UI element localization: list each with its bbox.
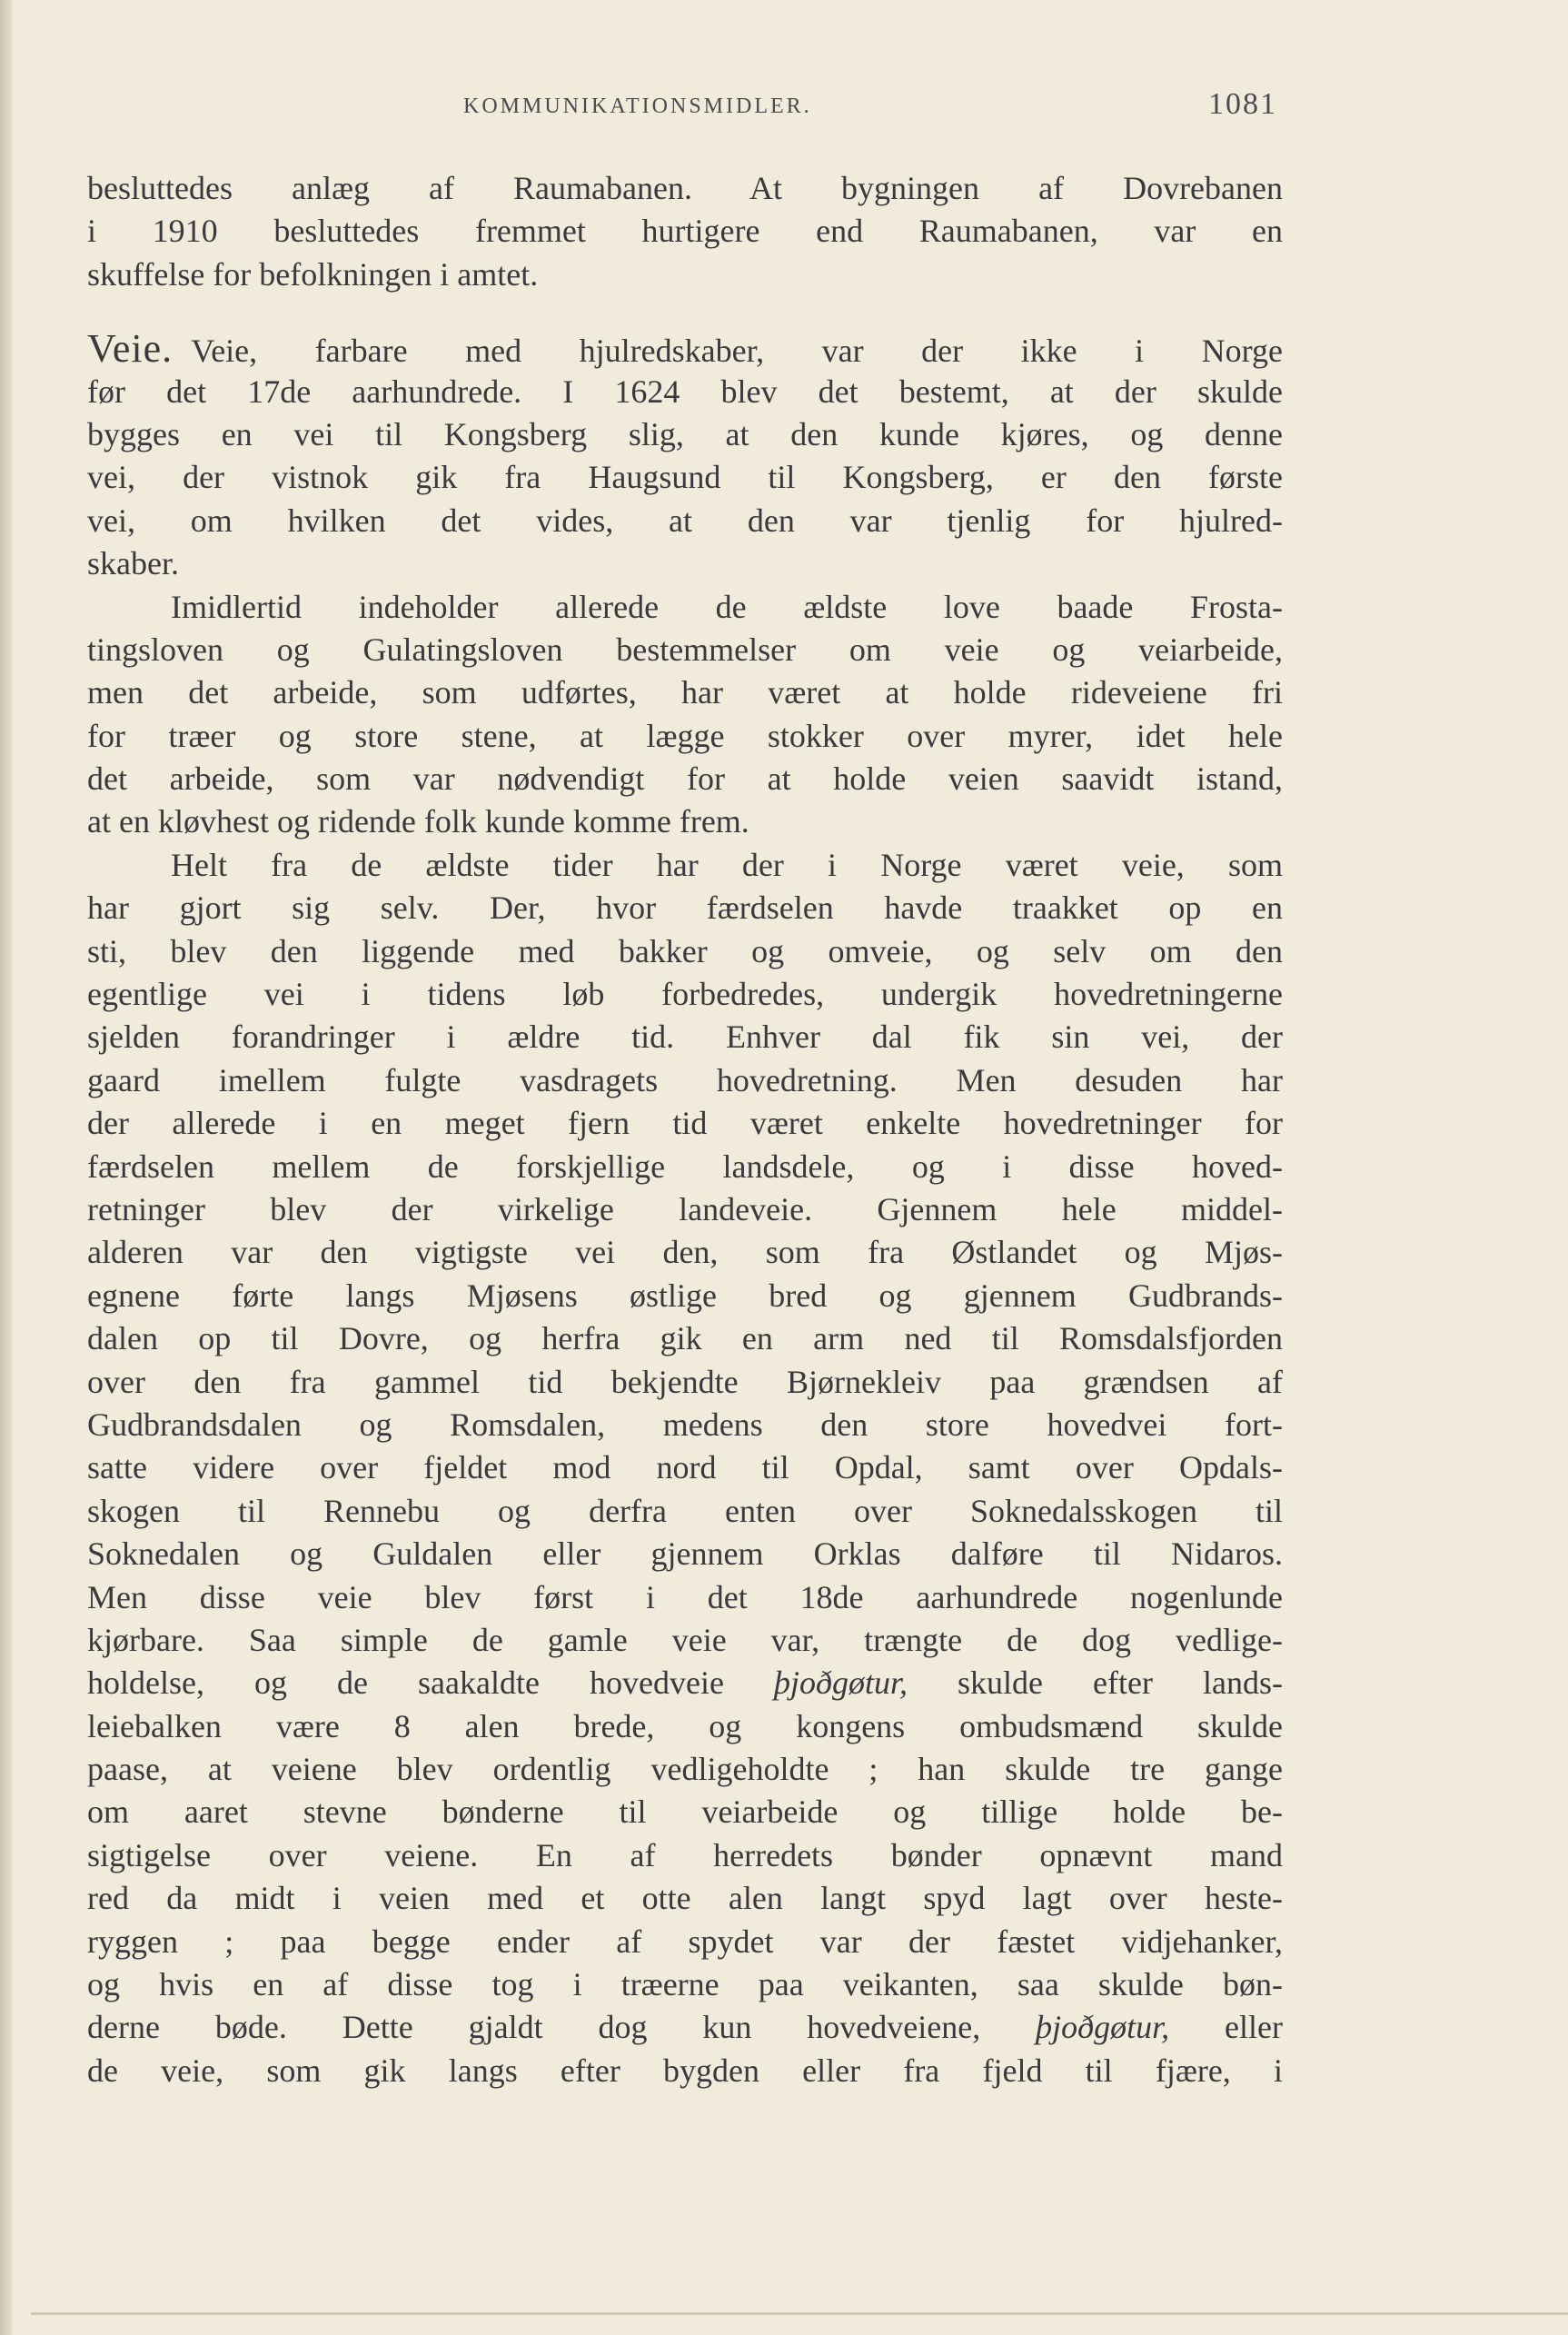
- text-line: alderen var den vigtigste vei den, som fra Østlandet og Mjøs-: [87, 1234, 1283, 1271]
- text-segment: derne bøde. Dette gjaldt dog kun hovedveiene,: [87, 2009, 981, 2046]
- section-gap: [87, 296, 1283, 327]
- text-line: om aaret stevne bønderne til veiarbeide og tillige holde be-: [87, 1793, 1283, 1831]
- section-heading: Veie.: [87, 327, 174, 371]
- text-line-with-term: [87, 2006, 1283, 2049]
- text-line: skaber.: [87, 545, 179, 582]
- text-line: skogen til Rennebu og derfra enten over Soknedalsskogen til: [87, 1492, 1283, 1529]
- text-line: ryggen ; paa begge ender af spydet var der fæstet vidjehanker,: [87, 1923, 1283, 1960]
- text-line: Soknedalen og Guldalen eller gjennem Orklas dalføre til Nidaros.: [87, 1535, 1283, 1573]
- text-line: før det 17de aarhundrede. I 1624 blev det bestemt, at der skulde: [87, 373, 1283, 410]
- section-first-line: [87, 327, 1283, 370]
- text-line: dalen op til Dovre, og herfra gik en arm ned til Romsdalsfjorden: [87, 1320, 1283, 1357]
- old-norse-term: þjoðgøtur,: [1036, 2009, 1170, 2046]
- text-line: skuffelse for befolkningen i amtet.: [87, 255, 539, 293]
- text-line: sigtigelse over veiene. En af herredets bønder opnævnt mand: [87, 1836, 1283, 1873]
- bottom-edge-line: [31, 2312, 1568, 2315]
- text-line: egnene førte langs Mjøsens østlige bred og gjennem Gudbrands-: [87, 1277, 1283, 1314]
- text-line: Men disse veie blev først i det 18de aarhundrede nogenlunde: [87, 1578, 1283, 1615]
- text-line: over den fra gammel tid bekjendte Bjørnekleiv paa grændsen af: [87, 1363, 1283, 1400]
- text-segment: eller: [1225, 2009, 1283, 2046]
- text-line: sti, blev den liggende med bakker og omveie, og selv om den: [87, 932, 1283, 969]
- text-line: har gjort sig selv. Der, hvor færdselen havde traakket op en: [87, 889, 1283, 927]
- text-line: i 1910 besluttedes fremmet hurtigere end Raumabanen, var en: [87, 213, 1283, 250]
- text-line: satte videre over fjeldet mod nord til Opdal, samt over Opdals-: [87, 1449, 1283, 1486]
- old-norse-term: þjoðgøtur,: [773, 1664, 908, 1702]
- text-line: leiebalken være 8 alen brede, og kongens ombudsmænd skulde: [87, 1707, 1283, 1744]
- page-edge: [0, 0, 13, 2335]
- paragraph-first-line: Helt fra de ældste tider har der i Norge været veie, som: [171, 846, 1283, 883]
- text-line: kjørbare. Saa simple de gamle veie var, trængte de dog vedlige-: [87, 1621, 1283, 1658]
- paragraph-first-line: Imidlertid indeholder allerede de ældste love baade Frosta-: [171, 588, 1283, 625]
- text-line: for træer og store stene, at lægge stokker over myrer, idet hele: [87, 717, 1283, 754]
- text-line: tingsloven og Gulatingsloven bestemmelser om veie og veiarbeide,: [87, 631, 1283, 668]
- text-line: egentlige vei i tidens løb forbedredes, undergik hovedretningerne: [87, 976, 1283, 1013]
- text-line: men det arbeide, som udførtes, har været at holde rideveiene fri: [87, 674, 1283, 711]
- text-line: det arbeide, som var nødvendigt for at holde veien saavidt istand,: [87, 760, 1283, 798]
- text-segment: Veie, farbare med hjulredskaber, var der ikke i Norge: [191, 333, 1283, 370]
- text-line: retninger blev der virkelige landeveie. Gjennem hele middel-: [87, 1190, 1283, 1227]
- text-line: gaard imellem fulgte vasdragets hovedretning. Men desuden har: [87, 1061, 1283, 1098]
- text-line: og hvis en af disse tog i træerne paa veikanten, saa skulde bøn-: [87, 1966, 1283, 2003]
- text-line: vei, om hvilken det vides, at den var tjenlig for hjulred-: [87, 502, 1283, 539]
- text-line: red da midt i veien med et otte alen langt spyd lagt over heste-: [87, 1880, 1283, 1917]
- running-title: KOMMUNIKATIONSMIDLER.: [463, 94, 812, 118]
- text-line: vei, der vistnok gik fra Haugsund til Kongsberg, er den første: [87, 459, 1283, 496]
- running-header: [87, 87, 1286, 133]
- text-line: besluttedes anlæg af Raumabanen. At bygningen af Dovrebanen: [87, 170, 1283, 206]
- page-number: 1081: [1208, 87, 1277, 121]
- text-line-with-term: [87, 1662, 1283, 1704]
- text-body: [87, 167, 1283, 2092]
- text-line: sjelden forandringer i ældre tid. Enhver dal fik sin vei, der: [87, 1018, 1283, 1056]
- text-line: at en kløvhest og ridende folk kunde komme frem.: [87, 803, 749, 840]
- text-line: der allerede i en meget fjern tid været enkelte hovedretninger for: [87, 1105, 1283, 1142]
- text-line: bygges en vei til Kongsberg slig, at den kunde kjøres, og denne: [87, 415, 1283, 452]
- text-line: færdselen mellem de forskjellige landsdele, og i disse hoved-: [87, 1148, 1283, 1185]
- text-line: de veie, som gik langs efter bygden eller fra fjeld til fjære, i: [87, 2052, 1283, 2089]
- text-line: Gudbrandsdalen og Romsdalen, medens den store hovedvei fort-: [87, 1406, 1283, 1443]
- text-line: paase, at veiene blev ordentlig vedligeholdte ; han skulde tre gange: [87, 1751, 1283, 1788]
- text-segment: holdelse, og de saakaldte hovedveie: [87, 1664, 724, 1702]
- text-segment: skulde efter lands-: [958, 1664, 1283, 1702]
